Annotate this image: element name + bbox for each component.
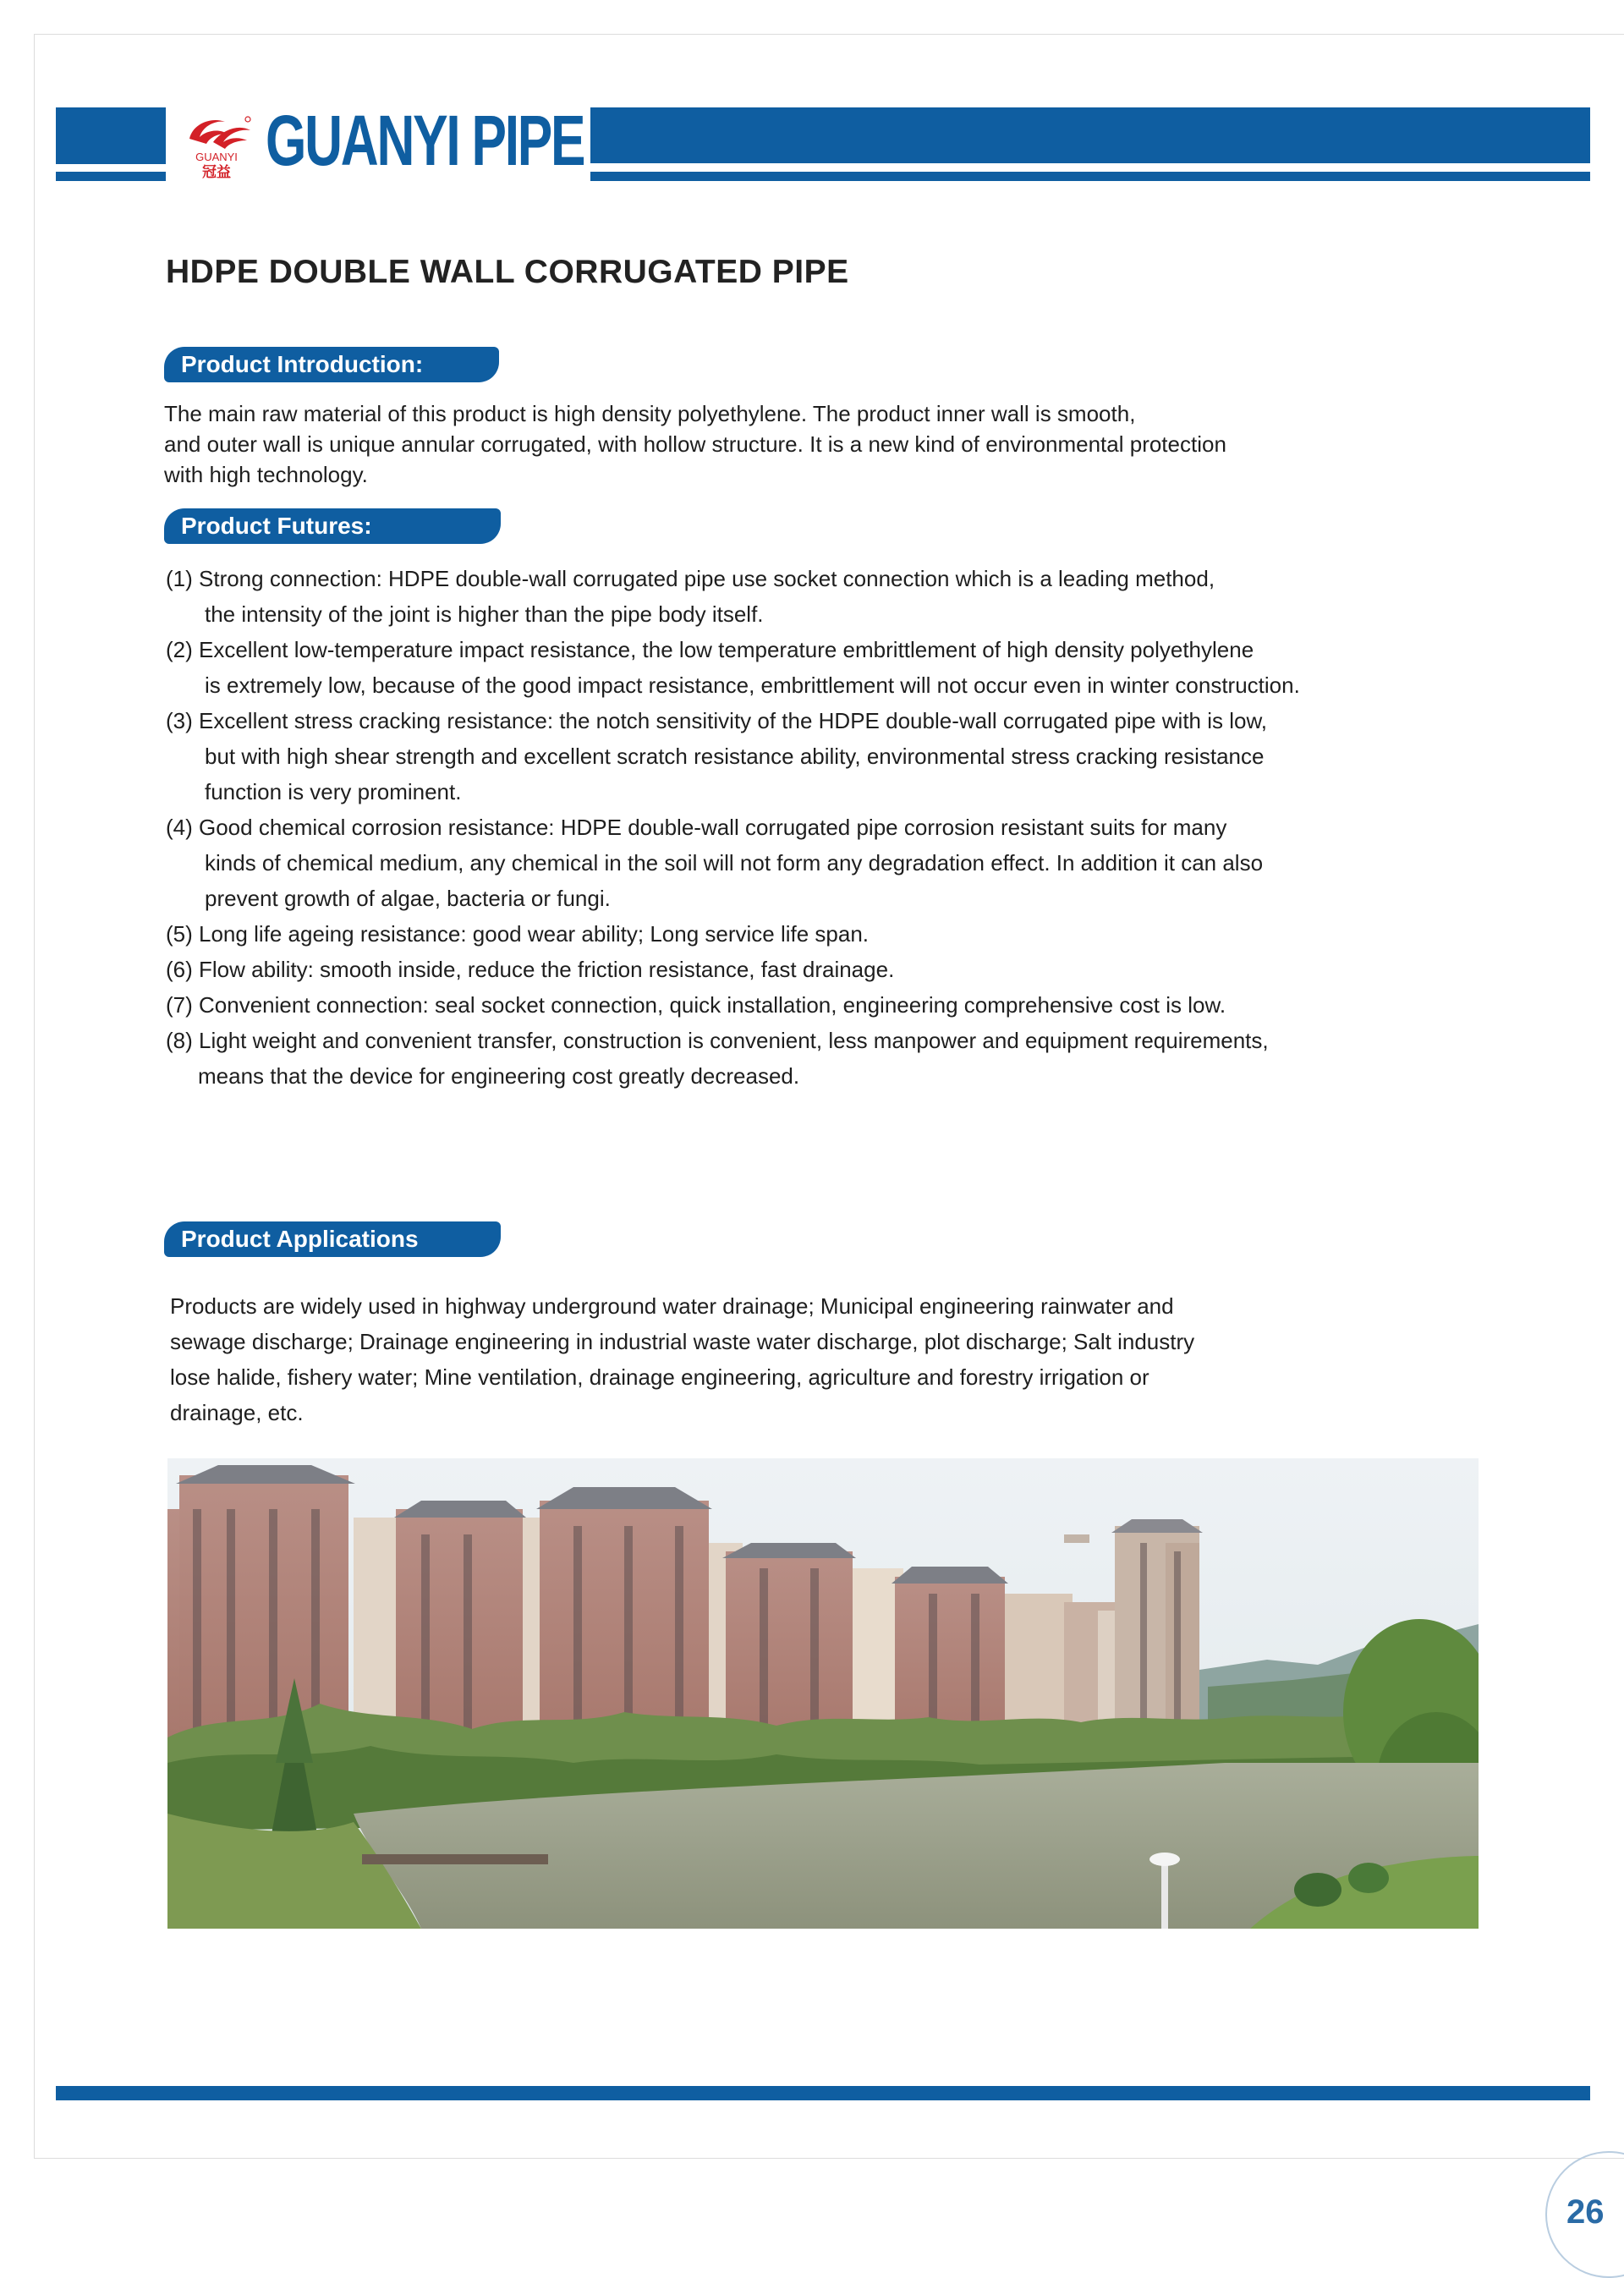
section-heading-introduction: Product Introduction: — [181, 351, 424, 377]
introduction-line: The main raw material of this product is high density polyethylene. The product inner wall is smooth, — [164, 401, 1136, 426]
feature-item-continuation: means that the device for engineering cost greatly decreased. — [198, 1063, 800, 1089]
feature-item-continuation: the intensity of the joint is higher than the pipe body itself. — [205, 601, 764, 627]
header-line-left — [56, 172, 166, 181]
logo-chinese-text: 冠益 — [202, 164, 231, 179]
feature-item-text: (8) Light weight and convenient transfer, construction is convenient, less manpower and equipment requirements, — [166, 1028, 1269, 1053]
feature-item-continuation: but with high shear strength and excellent scratch resistance ability, environmental stress cracking resistance — [205, 744, 1265, 769]
section-heading-features: Product Futures: — [181, 513, 372, 539]
riverside-buildings-photo — [167, 1458, 1479, 1929]
feature-item-continuation: prevent growth of algae, bacteria or fungi. — [205, 886, 611, 911]
feature-item-text: (6) Flow ability: smooth inside, reduce the friction resistance, fast drainage. — [166, 957, 895, 982]
section-pill-applications — [164, 1221, 501, 1257]
applications-line: sewage discharge; Drainage engineering in industrial waste water discharge, plot discharge; Salt industry — [170, 1329, 1195, 1354]
feature-item — [166, 561, 1300, 632]
feature-item — [166, 1023, 1300, 1094]
introduction-text — [164, 398, 1226, 490]
brand-name: GUANYI PIPE — [266, 101, 584, 180]
feature-item — [166, 916, 1300, 952]
feature-item — [166, 810, 1300, 916]
applications-line: drainage, etc. — [170, 1400, 304, 1425]
guanyi-logo-icon — [178, 112, 255, 179]
applications-line: lose halide, fishery water; Mine ventilation, drainage engineering, agriculture and forestry irrigation or — [170, 1364, 1149, 1390]
section-heading-applications: Product Applications — [181, 1226, 419, 1252]
feature-item-continuation: function is very prominent. — [205, 779, 462, 804]
header-line-right — [590, 172, 1590, 181]
features-list — [166, 561, 1300, 1094]
feature-item-continuation: kinds of chemical medium, any chemical in the soil will not form any degradation effect. In addition it can also — [205, 850, 1264, 876]
feature-item — [166, 952, 1300, 987]
introduction-line: with high technology. — [164, 462, 368, 487]
header-bar-left — [56, 107, 166, 164]
feature-item-text: (1) Strong connection: HDPE double-wall corrugated pipe use socket connection which is a leading method, — [166, 566, 1215, 591]
applications-line: Products are widely used in highway underground water drainage; Municipal engineering rainwater and — [170, 1293, 1174, 1319]
feature-item-text: (7) Convenient connection: seal socket connection, quick installation, engineering comprehensive cost is low. — [166, 992, 1226, 1018]
feature-item-text: (5) Long life ageing resistance: good wear ability; Long service life span. — [166, 921, 870, 947]
feature-item — [166, 987, 1300, 1023]
page-title: HDPE DOUBLE WALL CORRUGATED PIPE — [166, 254, 849, 290]
logo-small-text: GUANYI — [195, 151, 238, 163]
page-number: 26 — [1566, 2193, 1605, 2231]
feature-item-text: (2) Excellent low-temperature impact resistance, the low temperature embrittlement of high density polyethylene — [166, 637, 1254, 662]
feature-item-continuation: is extremely low, because of the good impact resistance, embrittlement will not occur even in winter construction. — [205, 672, 1300, 698]
section-pill-features — [164, 508, 501, 544]
header-bar-right — [590, 107, 1590, 163]
feature-item-text: (4) Good chemical corrosion resistance: HDPE double-wall corrugated pipe corrosion resistant suits for many — [166, 815, 1227, 840]
applications-text — [170, 1288, 1194, 1430]
feature-item — [166, 703, 1300, 810]
landscape-illustration — [167, 1458, 1479, 1929]
feature-item-text: (3) Excellent stress cracking resistance: the notch sensitivity of the HDPE double-wall corrugated pipe with is low, — [166, 708, 1268, 733]
section-pill-introduction — [164, 347, 499, 382]
introduction-line: and outer wall is unique annular corrugated, with hollow structure. It is a new kind of environmental protection — [164, 431, 1226, 457]
feature-item — [166, 632, 1300, 703]
footer-bar — [56, 2086, 1590, 2100]
